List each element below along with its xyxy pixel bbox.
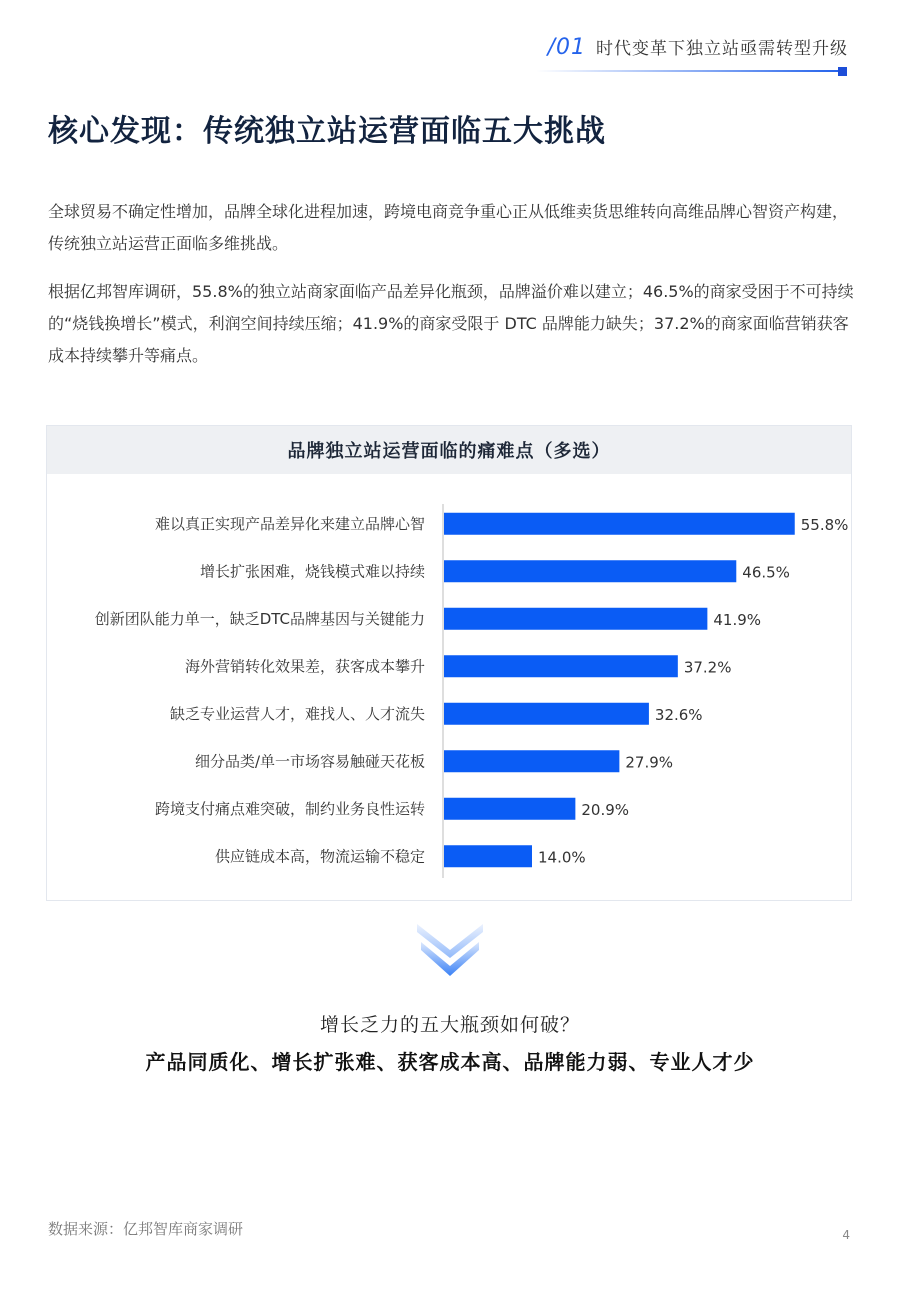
bar (444, 513, 795, 535)
value-label: 55.8% (800, 515, 849, 534)
section-number: /01 (547, 35, 586, 60)
bar-chart (47, 474, 851, 900)
bar (444, 655, 678, 677)
page-title: 核心发现：传统独立站运营面临五大挑战 (48, 114, 606, 149)
value-label: 37.2% (683, 658, 732, 677)
chart-title: 品牌独立站运营面临的痛难点（多选） (47, 426, 851, 474)
section-header (548, 34, 848, 60)
header-square-icon (838, 67, 847, 76)
category-label: 创新团队能力单一，缺乏DTC品牌基因与关键能力 (94, 609, 425, 628)
page-number: 4 (842, 1228, 850, 1242)
chart-panel (46, 425, 852, 901)
question-text: 增长乏力的五大瓶颈如何破？ (319, 1014, 580, 1036)
header-divider (536, 70, 838, 72)
category-label: 供应链成本高，物流运输不稳定 (214, 847, 425, 866)
data-source: 数据来源：亿邦智库商家调研 (48, 1220, 244, 1238)
category-label: 增长扩张困难，烧钱模式难以持续 (199, 562, 425, 581)
value-label: 20.9% (581, 800, 630, 819)
value-label: 14.0% (538, 848, 586, 867)
chevron-down-icon (415, 920, 485, 980)
category-label: 海外营销转化效果差，获客成本攀升 (184, 657, 425, 676)
category-label: 细分品类/单一市场容易触碰天花板 (194, 752, 425, 771)
value-label: 32.6% (654, 705, 703, 724)
value-label: 41.9% (713, 610, 762, 629)
bar (444, 703, 649, 725)
category-label: 缺乏专业运营人才，难找人、人才流失 (169, 704, 425, 723)
bar (444, 750, 619, 772)
bar (444, 560, 736, 582)
value-label: 27.9% (625, 753, 674, 772)
value-label: 46.5% (742, 563, 790, 582)
bar (444, 845, 532, 867)
category-label: 跨境支付痛点难突破，制约业务良性运转 (154, 799, 425, 818)
bar (444, 798, 575, 820)
section-title: 时代变革下独立站亟需转型升级 (596, 39, 848, 59)
category-label: 难以真正实现产品差异化来建立品牌心智 (154, 514, 425, 533)
answer-text: 产品同质化、增长扩张难、获客成本高、品牌能力弱、专业人才少 (145, 1050, 755, 1074)
findings-paragraph: 根据亿邦智库调研，55.8%的独立站商家面临产品差异化瓶颈，品牌溢价难以建立；46.5%的商家受困于不可持续的“烧钱换增长”模式，利润空间持续压缩；41.9%的商家受限于 DTC 品牌能力缺失；37.2%的商家面临营销获客成本持续攀升等痛点。 (48, 282, 854, 365)
intro-paragraph: 全球贸易不确定性增加，品牌全球化进程加速，跨境电商竞争重心正从低维卖货思维转向高维品牌心智资产构建，传统独立站运营正面临多维挑战。 (48, 202, 849, 253)
bar (444, 608, 707, 630)
